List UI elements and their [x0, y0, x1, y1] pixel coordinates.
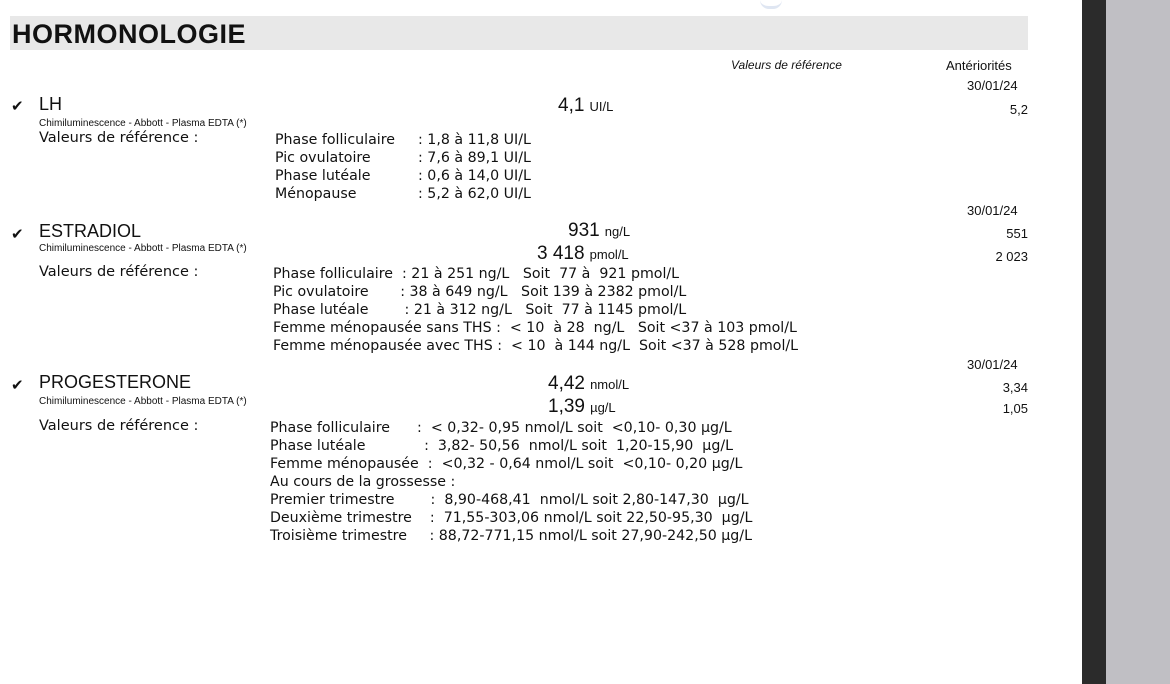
result-estradiol-ngl — [568, 220, 630, 242]
ref-range: : 1,8 à 11,8 UI/L — [418, 132, 531, 148]
ref-line: Phase folliculaire : 21 à 251 ng/L Soit 77 à 921 pmol/L — [273, 266, 680, 282]
viewer-scrollbar-track[interactable] — [1082, 0, 1106, 684]
ref-phase: Ménopause — [275, 186, 357, 202]
ref-line: Au cours de la grossesse : — [270, 474, 456, 490]
ref-line: Phase lutéale : 3,82- 50,56 nmol/L soit 1,20-15,90 µg/L — [270, 438, 734, 454]
section-title: HORMONOLOGIE — [12, 19, 246, 49]
ref-lines-progesterone — [270, 419, 752, 545]
result-estradiol-pmol — [537, 243, 629, 265]
result-unit: ng/L — [604, 224, 631, 239]
ref-line: Phase folliculaire : < 0,32- 0,95 nmol/L soit <0,10- 0,30 µg/L — [270, 420, 732, 436]
ref-lines-estradiol — [273, 265, 798, 355]
result-progesterone-nmol — [548, 373, 629, 395]
ref-line: Pic ovulatoire : 38 à 649 ng/L Soit 139 à 2382 pmol/L — [273, 284, 687, 300]
ref-range: : 0,6 à 14,0 UI/L — [418, 168, 531, 184]
prior-date-estradiol: 30/01/24 — [967, 203, 1018, 218]
ref-line: Femme ménopausée avec THS : < 10 à 144 ng/L Soit <37 à 528 pmol/L — [273, 338, 799, 354]
ref-phase: Phase lutéale — [275, 168, 371, 184]
validated-check-icon: ✔ — [11, 97, 24, 115]
method-estradiol: Chimiluminescence - Abbott - Plasma EDTA (*) — [39, 243, 247, 254]
prior-results-header: Antériorités — [946, 58, 1012, 73]
result-value: 931 — [568, 220, 600, 241]
result-value: 4,42 — [548, 373, 585, 394]
ref-phase: Phase folliculaire — [275, 132, 395, 148]
ref-line: Troisième trimestre : 88,72-771,15 nmol/L soit 27,90-242,50 µg/L — [270, 528, 752, 544]
ref-line: Deuxième trimestre : 71,55-303,06 nmol/L soit 22,50-95,30 µg/L — [270, 510, 753, 526]
test-name-lh: LH — [39, 94, 63, 114]
ref-line: Phase lutéale : 21 à 312 ng/L Soit 77 à 1145 pmol/L — [273, 302, 687, 318]
result-value: 3 418 — [537, 243, 585, 264]
result-value: 1,39 — [548, 396, 585, 417]
faint-logo-mark — [760, 0, 782, 9]
ref-range: : 5,2 à 62,0 UI/L — [418, 186, 531, 202]
prior-value-progesterone-nmol: 3,34 — [1002, 380, 1028, 395]
ref-label-estradiol: Valeurs de référence : — [39, 264, 199, 280]
reference-values-header: Valeurs de référence — [731, 58, 842, 72]
ref-phase: Pic ovulatoire — [275, 150, 371, 166]
test-name-progesterone: PROGESTERONE — [39, 372, 192, 392]
method-lh: Chimiluminescence - Abbott - Plasma EDTA (*) — [39, 118, 247, 129]
ref-phases-lh — [275, 131, 395, 203]
result-unit: UI/L — [589, 99, 614, 114]
ref-line: Femme ménopausée : <0,32 - 0,64 nmol/L soit <0,10- 0,20 µg/L — [270, 456, 743, 472]
prior-value-progesterone-ug: 1,05 — [1002, 401, 1028, 416]
viewer-side-gutter — [1106, 0, 1170, 684]
result-value: 4,1 — [558, 95, 585, 116]
ref-values-lh — [418, 131, 531, 203]
prior-value-lh: 5,2 — [1009, 102, 1028, 117]
validated-check-icon: ✔ — [11, 225, 24, 243]
ref-range: : 7,6 à 89,1 UI/L — [418, 150, 531, 166]
result-lh — [558, 95, 613, 117]
ref-line: Femme ménopausée sans THS : < 10 à 28 ng/L Soit <37 à 103 pmol/L — [273, 320, 797, 336]
prior-date-progesterone: 30/01/24 — [967, 357, 1018, 372]
ref-label-progesterone: Valeurs de référence : — [39, 418, 199, 434]
result-progesterone-ug — [548, 396, 616, 418]
prior-date-lh: 30/01/24 — [967, 78, 1018, 93]
prior-value-estradiol-ngl: 551 — [1006, 226, 1028, 241]
result-unit: pmol/L — [589, 247, 629, 262]
method-progesterone: Chimiluminescence - Abbott - Plasma EDTA (*) — [39, 396, 247, 407]
ref-line: Premier trimestre : 8,90-468,41 nmol/L soit 2,80-147,30 µg/L — [270, 492, 749, 508]
ref-label-lh: Valeurs de référence : — [39, 130, 199, 146]
result-unit: µg/L — [590, 400, 616, 415]
validated-check-icon: ✔ — [11, 376, 24, 394]
prior-value-estradiol-pmol: 2 023 — [995, 249, 1028, 264]
result-unit: nmol/L — [590, 377, 630, 392]
test-name-estradiol: ESTRADIOL — [39, 221, 142, 241]
